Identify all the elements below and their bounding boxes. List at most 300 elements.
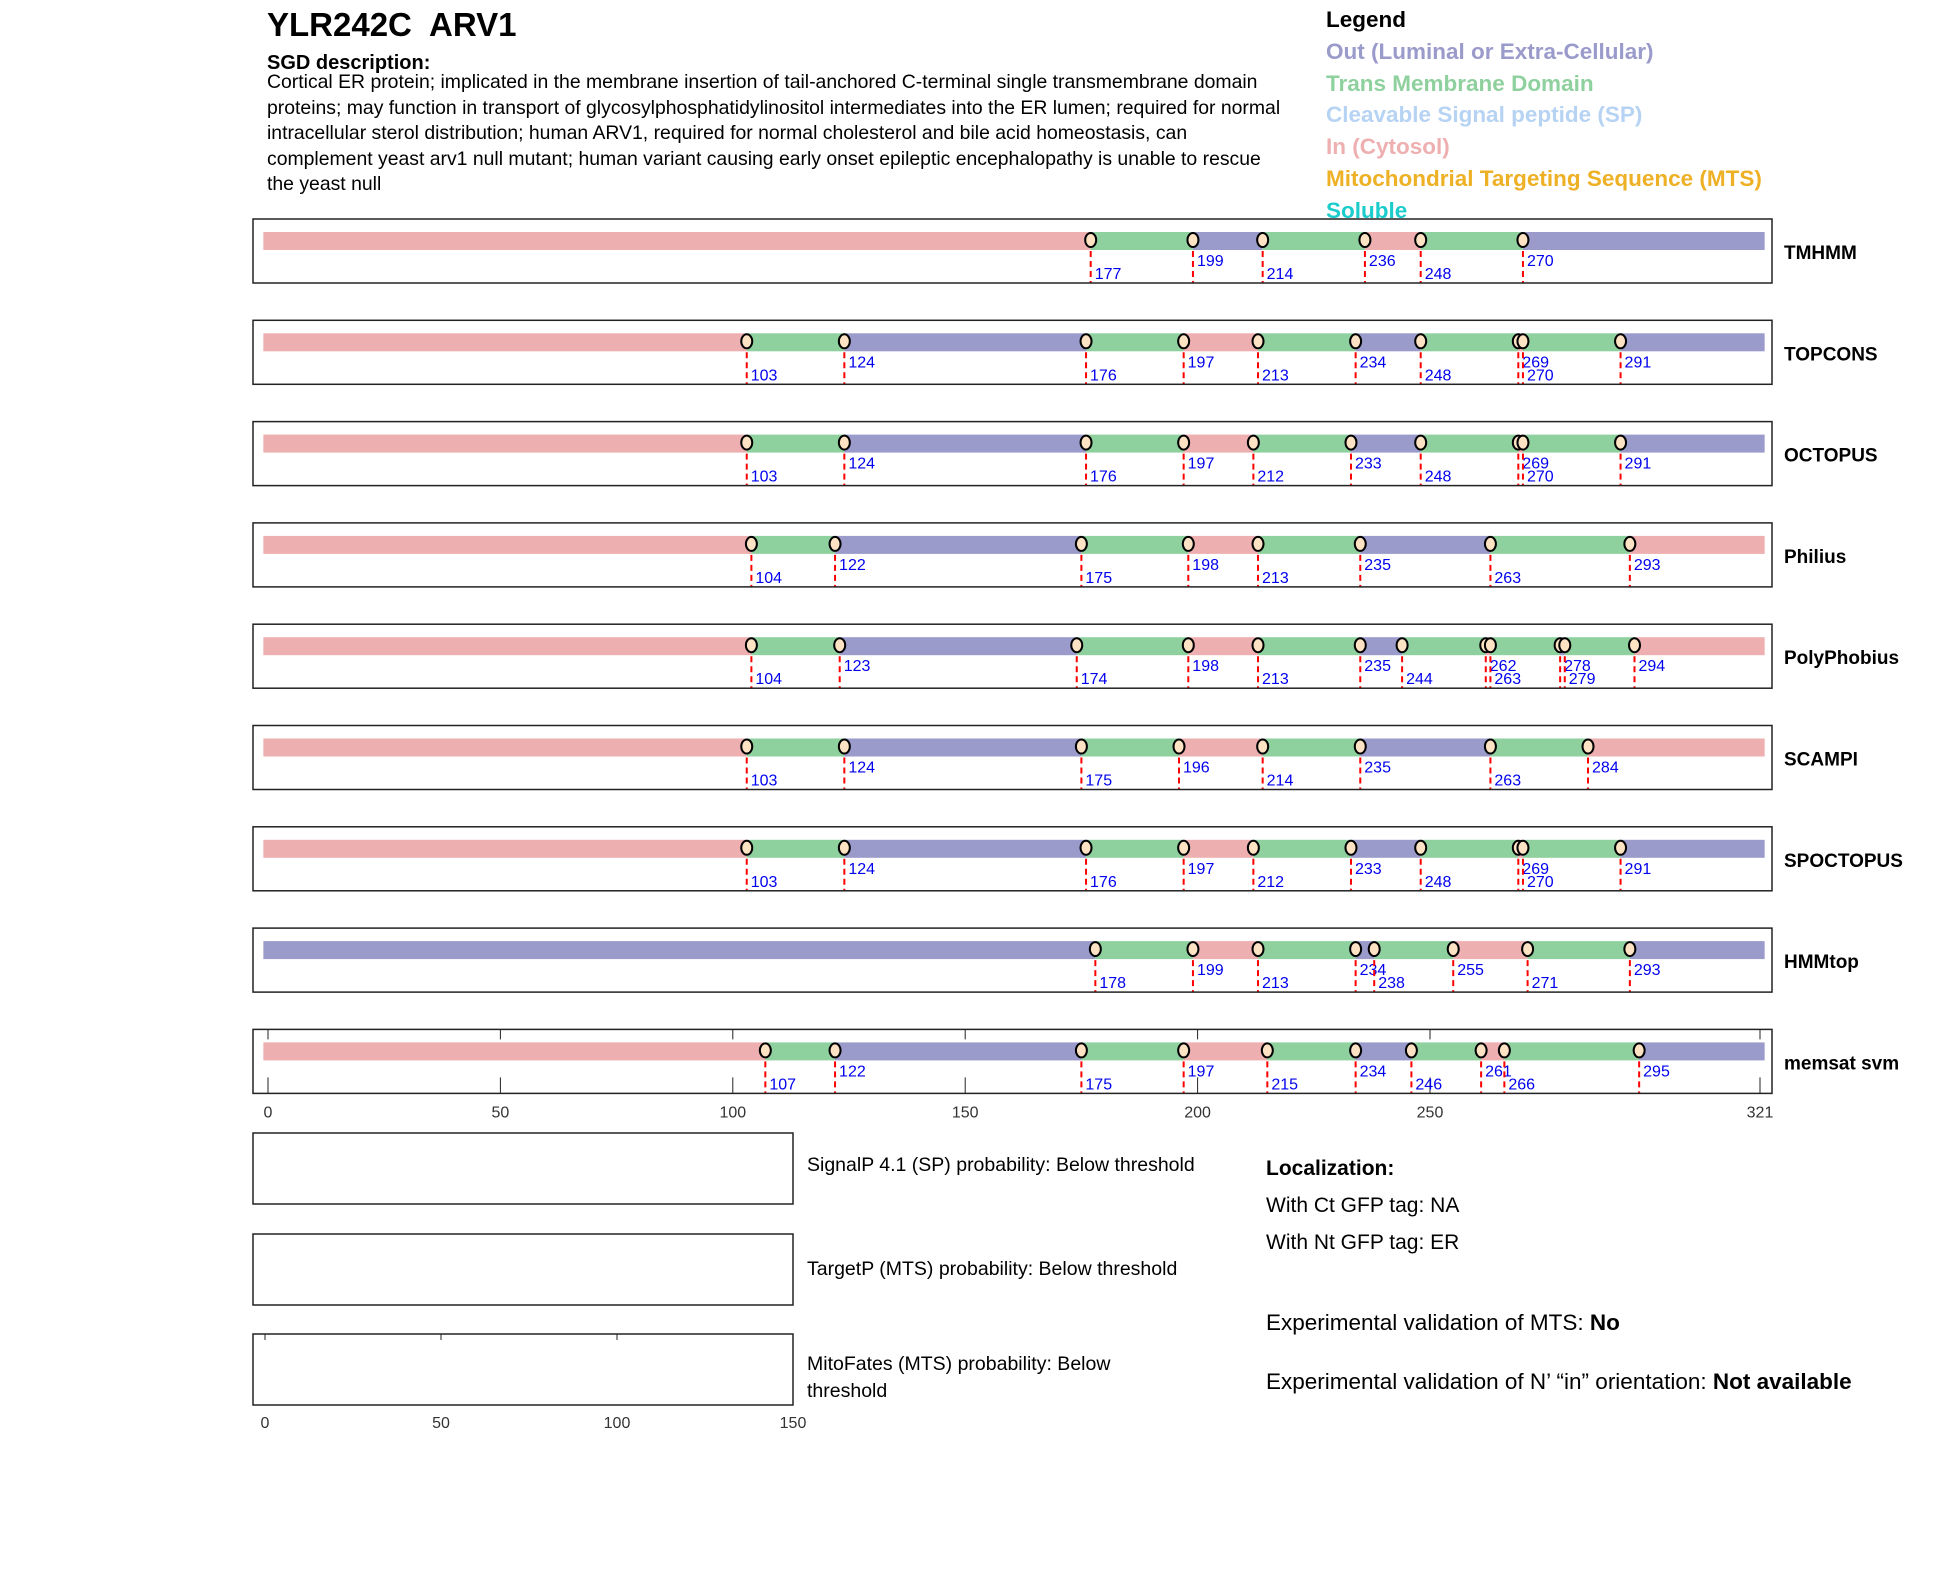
boundary-marker (1257, 740, 1268, 754)
segment-tm (1263, 232, 1365, 250)
segment-in (1588, 739, 1765, 757)
boundary-marker (1517, 841, 1528, 855)
segment-tm (1253, 840, 1351, 858)
segment-tm (1091, 232, 1193, 250)
boundary-marker (834, 638, 845, 652)
segment-in (263, 536, 751, 554)
segment-in (263, 1042, 765, 1060)
segment-out (1639, 1042, 1764, 1060)
boundary-label: 248 (1424, 468, 1452, 486)
boundary-marker (1350, 334, 1361, 348)
segment-tm (1402, 637, 1486, 655)
boundary-marker (1071, 638, 1082, 652)
boundary-label: 103 (750, 873, 778, 891)
boundary-label: 269 (1522, 354, 1550, 372)
localization-section (1266, 1150, 1459, 1261)
orientation-validation-value: Not available (1712, 1369, 1852, 1394)
boundary-label: 291 (1624, 455, 1652, 473)
boundary-marker (1415, 436, 1426, 450)
boundary-marker (1629, 638, 1640, 652)
segment-tm (751, 637, 839, 655)
track-name: TOPCONS (1784, 344, 1878, 366)
orientation-validation (1266, 1366, 1886, 1398)
boundary-label: 263 (1494, 772, 1522, 790)
boundary-label: 269 (1522, 860, 1550, 878)
description-label: SGD description: (267, 52, 431, 74)
segment-tm (1421, 435, 1519, 453)
mts-validation-value: No (1589, 1310, 1620, 1335)
segment-out (840, 637, 1077, 655)
boundary-label: 212 (1257, 468, 1285, 486)
boundary-marker (1178, 1043, 1189, 1057)
boundary-marker (1476, 1043, 1487, 1057)
boundary-label: 262 (1489, 658, 1517, 676)
boundary-label: 198 (1192, 658, 1220, 676)
track-name: Philius (1784, 546, 1847, 568)
panel-targetp (253, 1234, 793, 1305)
boundary-marker (1415, 334, 1426, 348)
boundary-label: 271 (1531, 975, 1559, 993)
boundary-marker (839, 436, 850, 450)
boundary-label: 248 (1424, 266, 1452, 283)
boundary-label: 103 (750, 367, 778, 385)
boundary-label: 261 (1485, 1063, 1512, 1081)
track-topcons (253, 320, 1878, 384)
boundary-label: 235 (1364, 556, 1391, 574)
segment-tm (1421, 232, 1523, 250)
segment-in (1635, 637, 1765, 655)
boundary-label: 197 (1187, 860, 1215, 878)
boundary-label: 177 (1094, 266, 1122, 283)
boundary-marker (1248, 841, 1259, 855)
boundary-label: 293 (1633, 962, 1661, 980)
boundary-label: 266 (1508, 1076, 1536, 1094)
segment-in (1184, 840, 1254, 858)
segment-tm (747, 840, 845, 858)
boundary-marker (741, 740, 752, 754)
boundary-label: 270 (1526, 253, 1554, 270)
boundary-label: 233 (1354, 860, 1382, 878)
track-polyphobius (253, 624, 1899, 688)
segment-out (1360, 536, 1490, 554)
boundary-label: 295 (1643, 1063, 1670, 1081)
segment-out (1356, 333, 1421, 351)
axis-tick-label: 0 (260, 1415, 270, 1432)
track-frame (253, 1029, 1772, 1093)
boundary-label: 234 (1359, 962, 1387, 980)
orientation-validation-label: Experimental validation of N’ “in” orientation: (1266, 1369, 1713, 1394)
segment-in (263, 637, 751, 655)
boundary-label: 199 (1196, 253, 1224, 270)
segment-tm (1504, 1042, 1639, 1060)
boundary-marker (1406, 1043, 1417, 1057)
axis-tick-label: 250 (1416, 1104, 1444, 1122)
segment-tm (751, 536, 835, 554)
boundary-label: 124 (848, 860, 876, 878)
track-memsat-svm (253, 1029, 1899, 1121)
segment-in (263, 333, 746, 351)
boundary-label: 197 (1187, 354, 1215, 372)
segment-out (1621, 333, 1765, 351)
boundary-label: 198 (1192, 556, 1220, 574)
boundary-label: 197 (1187, 1063, 1215, 1081)
boundary-label: 294 (1638, 658, 1666, 676)
boundary-marker (1178, 841, 1189, 855)
boundary-label: 213 (1262, 975, 1289, 993)
boundary-marker (1355, 740, 1366, 754)
segment-out (844, 333, 1086, 351)
axis-tick-label: 321 (1746, 1104, 1774, 1122)
segment-out (835, 536, 1081, 554)
boundary-label: 278 (1564, 658, 1591, 676)
segment-out (1351, 435, 1421, 453)
targetp-label: TargetP (MTS) probability: Below threshold (807, 1258, 1178, 1280)
boundary-label: 234 (1359, 354, 1387, 372)
boundary-label: 234 (1359, 1063, 1387, 1081)
boundary-marker (1350, 942, 1361, 956)
segment-out (1621, 435, 1765, 453)
boundary-label: 233 (1354, 455, 1382, 473)
segment-in (1365, 232, 1421, 250)
segment-in (263, 739, 746, 757)
boundary-marker (1183, 638, 1194, 652)
track-scampi (253, 726, 1858, 790)
mts-validation (1266, 1307, 1886, 1339)
segment-tm (1081, 536, 1188, 554)
boundary-marker (1517, 334, 1528, 348)
boundary-label: 178 (1099, 975, 1127, 993)
segment-in (1188, 637, 1258, 655)
boundary-label: 284 (1592, 759, 1619, 777)
segment-tm (1528, 941, 1630, 959)
boundary-marker (741, 841, 752, 855)
segment-tm (1081, 1042, 1183, 1060)
boundary-label: 291 (1624, 860, 1652, 878)
boundary-marker (1076, 537, 1087, 551)
axis-tick-label: 100 (719, 1104, 747, 1122)
boundary-label: 174 (1080, 671, 1108, 689)
axis-tick-label: 200 (1184, 1104, 1211, 1122)
segment-out (1360, 739, 1490, 757)
track-name: HMMtop (1784, 952, 1859, 974)
boundary-marker (1187, 233, 1198, 247)
boundary-marker (1262, 1043, 1273, 1057)
boundary-label: 123 (843, 658, 871, 676)
boundary-marker (1345, 841, 1356, 855)
boundary-marker (1076, 1043, 1087, 1057)
segment-out (844, 435, 1086, 453)
boundary-marker (1350, 1043, 1361, 1057)
boundary-marker (1178, 436, 1189, 450)
segment-in (263, 840, 746, 858)
boundary-label: 124 (848, 455, 876, 473)
boundary-marker (1517, 233, 1528, 247)
axis-tick-label: 50 (491, 1104, 510, 1122)
segment-tm (1523, 840, 1621, 858)
segment-tm (1263, 739, 1361, 757)
segment-tm (1258, 941, 1356, 959)
panel-frame (253, 1234, 793, 1305)
segment-in (1184, 333, 1258, 351)
boundary-marker (1355, 638, 1366, 652)
segment-tm (747, 333, 845, 351)
segment-tm (747, 739, 845, 757)
segment-in (263, 435, 746, 453)
segment-tm (1421, 333, 1519, 351)
boundary-marker (1081, 436, 1092, 450)
track-name: PolyPhobius (1784, 648, 1900, 670)
boundary-label: 293 (1633, 556, 1661, 574)
boundary-label: 235 (1364, 759, 1391, 777)
boundary-label: 270 (1526, 468, 1554, 486)
signalp-label: SignalP 4.1 (SP) probability: Below threshold (807, 1154, 1195, 1176)
boundary-label: 235 (1364, 658, 1391, 676)
boundary-label: 248 (1424, 367, 1452, 385)
segment-in (263, 232, 1090, 250)
boundary-marker (760, 1043, 771, 1057)
boundary-marker (1081, 334, 1092, 348)
boundary-marker (1359, 233, 1370, 247)
segment-tm (1490, 536, 1629, 554)
segment-tm (1490, 637, 1560, 655)
boundary-marker (1499, 1043, 1510, 1057)
boundary-label: 124 (848, 354, 876, 372)
segment-tm (1565, 637, 1635, 655)
segment-tm (1258, 536, 1360, 554)
boundary-label: 212 (1257, 873, 1285, 891)
legend-item-tm: Trans Membrane Domain (1326, 70, 1594, 96)
segment-tm (1086, 435, 1184, 453)
segment-tm (1081, 739, 1179, 757)
boundary-marker (1624, 537, 1635, 551)
boundary-label: 103 (750, 468, 778, 486)
boundary-marker (830, 1043, 841, 1057)
boundary-label: 104 (755, 569, 783, 587)
segment-tm (747, 435, 845, 453)
boundary-marker (1085, 233, 1096, 247)
axis-tick-label: 50 (432, 1415, 450, 1432)
segment-in (1184, 435, 1254, 453)
track-frame (253, 624, 1772, 688)
boundary-label: 236 (1368, 253, 1396, 270)
boundary-label: 213 (1262, 367, 1289, 385)
segment-out (1351, 840, 1421, 858)
track-frame (253, 726, 1772, 790)
boundary-label: 214 (1266, 266, 1294, 283)
legend-item-out: Out (Luminal or Extra-Cellular) (1326, 38, 1654, 64)
segment-tm (1095, 941, 1193, 959)
boundary-marker (1076, 740, 1087, 754)
boundary-label: 122 (839, 1063, 866, 1081)
description-text: Cortical ER protein; implicated in the membrane insertion of tail-anchored C-terminal single transmembrane domain proteins; may function in transport of glycosylphosphatidylinositol intermediates into the ER lumen; required for normal intracellular sterol distribution; human ARV1, required for normal cholesterol and bile acid homeostasis, can complement yeast arv1 null mutant; human variant causing early onset epileptic encephalopathy is unable to rescue the yeast null (267, 71, 1281, 195)
boundary-marker (741, 334, 752, 348)
nt-gfp-localization: With Nt GFP tag: ER (1266, 1231, 1460, 1254)
boundary-marker (1559, 638, 1570, 652)
segment-out (1621, 840, 1765, 858)
boundary-marker (1253, 537, 1264, 551)
segment-out (1523, 232, 1765, 250)
track-octopus (253, 422, 1878, 486)
boundary-marker (830, 537, 841, 551)
boundary-label: 175 (1085, 569, 1113, 587)
boundary-marker (1615, 436, 1626, 450)
segment-tm (1421, 840, 1519, 858)
boundary-marker (1090, 942, 1101, 956)
segment-out (835, 1042, 1081, 1060)
boundary-label: 246 (1415, 1076, 1443, 1094)
segment-tm (1258, 333, 1356, 351)
segment-tm (765, 1042, 835, 1060)
segment-out (1630, 941, 1765, 959)
track-tmhmm (253, 219, 1857, 283)
segment-out (1193, 232, 1263, 250)
boundary-marker (1248, 436, 1259, 450)
segment-out (263, 941, 1095, 959)
boundary-label: 122 (839, 556, 866, 574)
boundary-marker (839, 334, 850, 348)
segment-in (1179, 739, 1263, 757)
boundary-marker (1615, 841, 1626, 855)
track-philius (253, 523, 1846, 587)
boundary-label: 196 (1183, 759, 1210, 777)
track-name: OCTOPUS (1784, 445, 1878, 467)
boundary-label: 248 (1424, 873, 1452, 891)
boundary-marker (1634, 1043, 1645, 1057)
boundary-label: 214 (1266, 772, 1294, 790)
boundary-marker (1081, 841, 1092, 855)
segment-out (844, 840, 1086, 858)
track-name: SCAMPI (1784, 749, 1858, 771)
segment-tm (1523, 435, 1621, 453)
boundary-marker (746, 638, 757, 652)
panel-signalp (253, 1133, 793, 1204)
segment-in (1193, 941, 1258, 959)
panel-frame (253, 1334, 793, 1405)
legend-item-sp: Cleavable Signal peptide (SP) (1326, 102, 1643, 128)
segment-out (844, 739, 1081, 757)
segment-tm (1267, 1042, 1355, 1060)
boundary-label: 270 (1526, 873, 1554, 891)
segment-in (1184, 1042, 1268, 1060)
mitofates-label: MitoFates (MTS) probability: Below threshold (807, 1353, 1111, 1402)
boundary-label: 255 (1457, 962, 1484, 980)
boundary-marker (1485, 740, 1496, 754)
axis-tick-label: 150 (951, 1104, 979, 1122)
track-name: SPOCTOPUS (1784, 850, 1903, 872)
boundary-marker (1485, 537, 1496, 551)
boundary-marker (1257, 233, 1268, 247)
boundary-label: 238 (1378, 975, 1405, 993)
segment-tm (1077, 637, 1189, 655)
mts-validation-label: Experimental validation of MTS: (1266, 1310, 1590, 1335)
boundary-label: 269 (1522, 455, 1550, 473)
segment-in (1453, 941, 1527, 959)
ct-gfp-localization: With Ct GFP tag: NA (1266, 1194, 1460, 1217)
boundary-label: 103 (750, 772, 778, 790)
segment-out (1356, 1042, 1412, 1060)
segment-tm (1411, 1042, 1481, 1060)
axis-tick-label: 100 (603, 1415, 631, 1432)
boundary-label: 175 (1085, 772, 1113, 790)
boundary-label: 213 (1262, 671, 1289, 689)
localization-heading: Localization: (1266, 1157, 1395, 1180)
boundary-marker (1624, 942, 1635, 956)
gene-title: YLR242C ARV1 (267, 6, 517, 43)
legend-item-soluble: Soluble (1326, 197, 1408, 223)
boundary-label: 244 (1406, 671, 1433, 689)
boundary-label: 175 (1085, 1076, 1113, 1094)
segment-in (1630, 536, 1765, 554)
track-frame (253, 219, 1772, 283)
track-name: TMHMM (1784, 243, 1857, 264)
boundary-marker (1583, 740, 1594, 754)
track-hmmtop (253, 928, 1859, 992)
boundary-marker (1178, 334, 1189, 348)
segment-tm (1086, 840, 1184, 858)
boundary-label: 197 (1187, 455, 1215, 473)
boundary-marker (839, 841, 850, 855)
boundary-label: 176 (1090, 367, 1117, 385)
segment-tm (1086, 333, 1184, 351)
boundary-marker (1615, 334, 1626, 348)
segment-tm (1523, 333, 1621, 351)
boundary-label: 291 (1624, 354, 1652, 372)
boundary-label: 215 (1271, 1076, 1299, 1094)
boundary-label: 104 (755, 671, 783, 689)
axis-tick-label: 0 (263, 1104, 273, 1122)
boundary-label: 176 (1090, 873, 1117, 891)
track-frame (253, 523, 1772, 587)
legend-title: Legend (1326, 7, 1407, 32)
boundary-label: 107 (769, 1076, 797, 1094)
track-spoctopus (253, 827, 1903, 891)
axis-tick-label: 150 (779, 1415, 807, 1432)
boundary-marker (1369, 942, 1380, 956)
panel-frame (253, 1133, 793, 1204)
boundary-label: 270 (1526, 367, 1554, 385)
boundary-label: 124 (848, 759, 876, 777)
boundary-marker (1355, 537, 1366, 551)
boundary-marker (1522, 942, 1533, 956)
boundary-label: 263 (1494, 569, 1522, 587)
boundary-marker (1187, 942, 1198, 956)
boundary-label: 263 (1494, 671, 1522, 689)
boundary-marker (1448, 942, 1459, 956)
boundary-marker (839, 740, 850, 754)
boundary-marker (1253, 334, 1264, 348)
boundary-marker (1415, 233, 1426, 247)
legend-item-mts: Mitochondrial Targeting Sequence (MTS) (1326, 165, 1762, 191)
panel-mitofates (253, 1334, 806, 1432)
boundary-label: 279 (1568, 671, 1596, 689)
boundary-marker (1253, 638, 1264, 652)
segment-tm (1490, 739, 1588, 757)
segment-tm (1258, 637, 1360, 655)
track-name: memsat svm (1784, 1053, 1900, 1075)
boundary-marker (1174, 740, 1185, 754)
segment-in (1188, 536, 1258, 554)
boundary-label: 213 (1262, 569, 1289, 587)
boundary-marker (741, 436, 752, 450)
boundary-label: 176 (1090, 468, 1117, 486)
boundary-marker (1485, 638, 1496, 652)
segment-tm (1253, 435, 1351, 453)
boundary-marker (1183, 537, 1194, 551)
boundary-marker (1253, 942, 1264, 956)
boundary-marker (1345, 436, 1356, 450)
boundary-label: 199 (1196, 962, 1224, 980)
boundary-marker (746, 537, 757, 551)
